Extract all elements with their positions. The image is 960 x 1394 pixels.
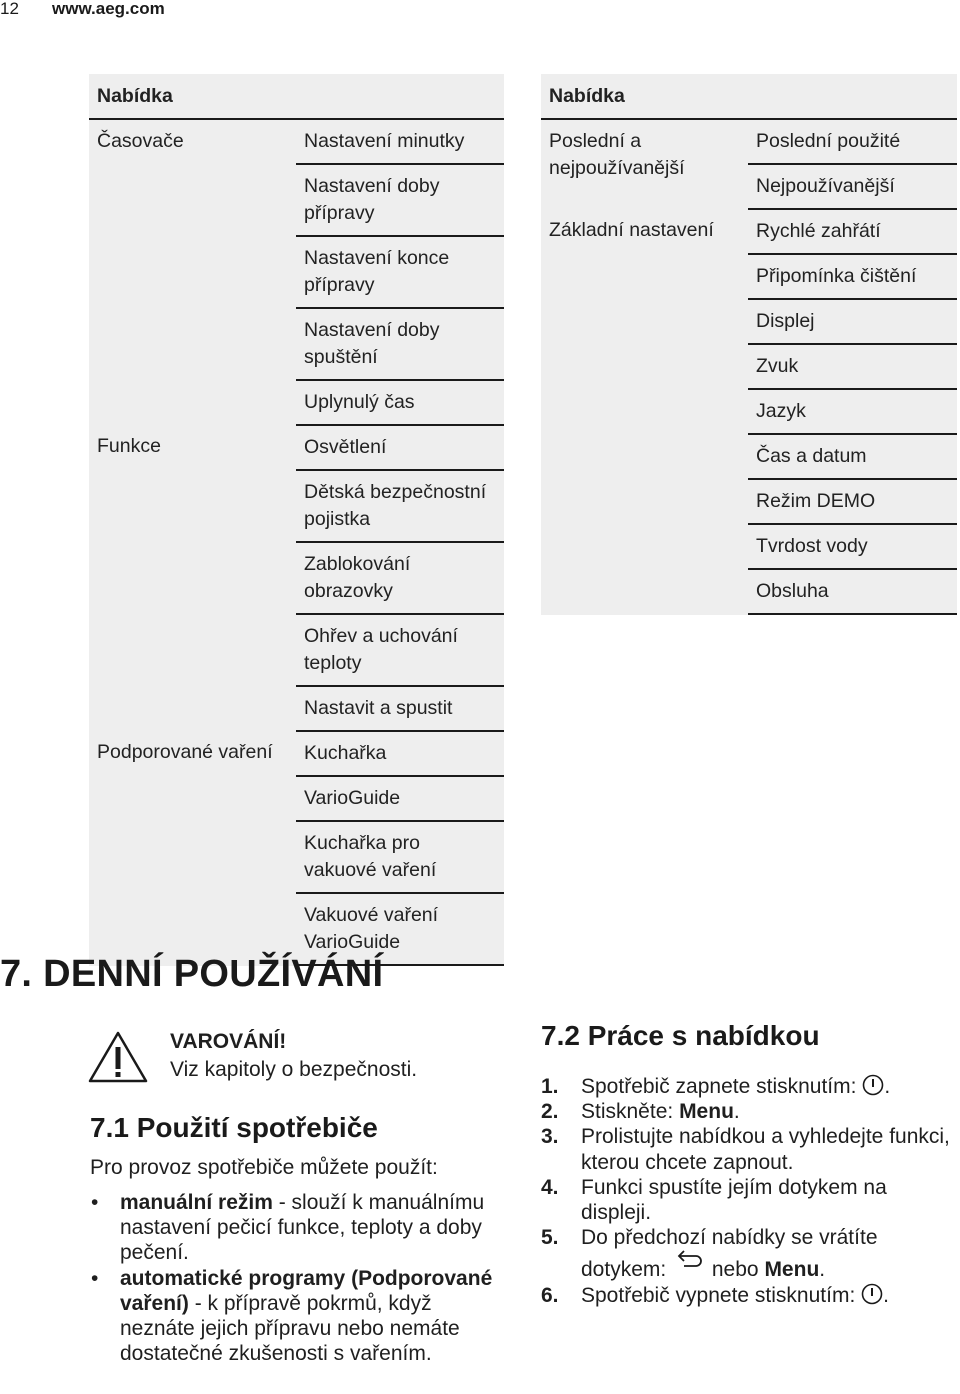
table-body [89, 119, 504, 965]
bullet-dot: • [91, 1266, 99, 1290]
power-icon [862, 1074, 884, 1096]
menu-item: Nastavit a spustit [296, 686, 504, 731]
menu-item: Jazyk [748, 389, 957, 434]
menu-item: Rychlé zahřátí [748, 209, 957, 254]
menu-item: Tvrdost vody [748, 524, 957, 569]
table-row [541, 119, 957, 164]
menu-item: Uplynulý čas [296, 380, 504, 425]
step-text: Funkci spustíte jejím dotykem na displeji. [581, 1175, 887, 1225]
step-item [541, 1124, 960, 1174]
list-item-bold: automatické programy (Podporované vaření) [120, 1266, 493, 1315]
step-text: Stiskněte: [581, 1100, 680, 1124]
menu-item: Kuchařka pro vakuové vaření [296, 821, 504, 893]
list-item [90, 1266, 510, 1367]
menu-item: Připomínka čištění [748, 254, 957, 299]
menu-item: Nastavení doby přípravy [296, 164, 504, 236]
menu-item: Zablokování obrazovky [296, 542, 504, 614]
table-row [89, 119, 504, 164]
menu-item: Dětská bezpečnostní pojistka [296, 470, 504, 542]
step-number: 6. [541, 1283, 559, 1307]
menu-item: Nastavení doby spuštění [296, 308, 504, 380]
table-header: Nabídka [541, 74, 957, 119]
menu-item: Poslední použité [748, 119, 957, 164]
menu-item: Zvuk [748, 344, 957, 389]
step-item [541, 1225, 960, 1282]
step-text: . [883, 1283, 889, 1307]
menu-item: Obsluha [748, 569, 957, 614]
usage-mode-list [90, 1190, 510, 1366]
step-number: 2. [541, 1100, 559, 1124]
section-71-intro: Pro provoz spotřebiče můžete použít: [90, 1156, 438, 1179]
menu-item: Nejpoužívanější [748, 164, 957, 209]
step-text: Prolistujte nabídkou a vyhledejte funkci, kterou chcete zapnout. [581, 1125, 950, 1174]
page-number: 12 [0, 0, 19, 18]
list-item-text: - slouží k manuálnímu nastavení pečicí funkce, teploty a doby pečení. [120, 1191, 485, 1265]
menu-group-label: Poslední a nejpoužívanější [549, 130, 685, 179]
warning-triangle-icon [87, 1030, 149, 1084]
step-item [541, 1283, 960, 1308]
warning-text: Viz kapitoly o bezpečnosti. [170, 1058, 418, 1081]
step-bold: Menu [764, 1258, 820, 1282]
power-icon [861, 1283, 883, 1305]
section-72-title: 7.2 Práce s nabídkou [541, 1020, 820, 1051]
website-url: www.aeg.com [52, 0, 165, 18]
menu-item: Nastavení konce přípravy [296, 236, 504, 308]
section-title: 7. DENNÍ POUŽÍVÁNÍ [0, 953, 384, 995]
menu-item: Čas a datum [748, 434, 957, 479]
step-text: . [884, 1075, 891, 1098]
step-item [541, 1099, 960, 1124]
menu-table-right [541, 74, 957, 615]
table-header: Nabídka [89, 74, 504, 119]
bullet-dot: • [91, 1191, 99, 1214]
table-body [541, 119, 957, 614]
menu-item: VarioGuide [296, 776, 504, 821]
menu-item: Displej [748, 299, 957, 344]
step-item [541, 1175, 960, 1225]
step-number: 1. [541, 1075, 559, 1098]
menu-group-label: Základní nastavení [549, 219, 714, 241]
list-item-bold: manuální režim [120, 1191, 273, 1214]
warning-title: VAROVÁNÍ! [170, 1030, 287, 1053]
table-row [89, 425, 504, 470]
menu-steps-list [541, 1074, 960, 1308]
step-number: 3. [541, 1125, 559, 1149]
step-text: Spotřebič zapnete stisknutím: [581, 1075, 863, 1098]
menu-item: Nastavení minutky [296, 119, 504, 164]
menu-item: Kuchařka [296, 731, 504, 776]
table-row [541, 209, 957, 254]
list-item-text: - k přípravě pokrmů, když neznáte jejich přípravu nebo nemáte dostatečné zkušenosti s vařením. [120, 1291, 460, 1366]
step-text: Do předchozí nabídky se vrátíte dotykem: [581, 1226, 878, 1282]
step-number: 4. [541, 1175, 559, 1199]
menu-item: Vakuové vaření VarioGuide [296, 893, 504, 965]
menu-item: Ohřev a uchování teploty [296, 614, 504, 686]
menu-group-label: Časovače [97, 130, 184, 152]
step-number: 5. [541, 1226, 559, 1250]
menu-group-label: Podporované vaření [97, 741, 273, 763]
step-text: Spotřebič vypnete stisknutím: [581, 1283, 862, 1307]
menu-item: Režim DEMO [748, 479, 957, 524]
menu-item: Osvětlení [296, 425, 504, 470]
section-71-title: 7.1 Použití spotřebiče [90, 1112, 378, 1143]
back-arrow-icon [674, 1250, 704, 1274]
step-text: . [733, 1100, 740, 1124]
step-item [541, 1074, 960, 1099]
step-text: nebo [706, 1258, 765, 1282]
menu-table-left [89, 74, 504, 966]
list-item [90, 1190, 510, 1266]
step-text: . [819, 1258, 826, 1282]
menu-group-label: Funkce [97, 435, 161, 457]
step-bold: Menu [679, 1100, 734, 1124]
table-row [89, 731, 504, 776]
